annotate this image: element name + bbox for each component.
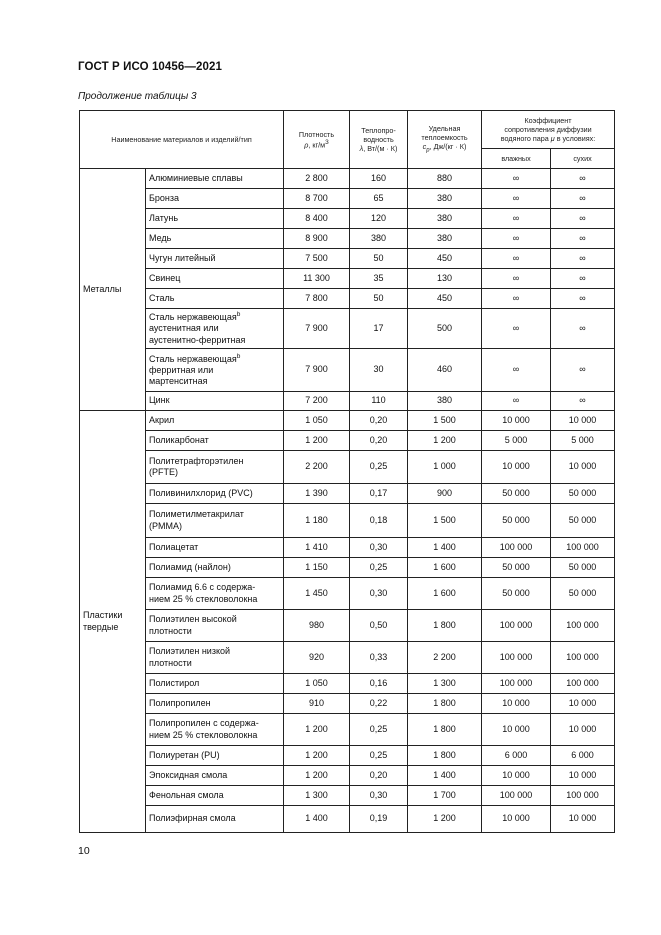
density-cell: 1 200 bbox=[284, 746, 350, 766]
material-name: Цинк bbox=[146, 392, 284, 411]
density-cell: 1 180 bbox=[284, 504, 350, 538]
density-cell: 2 200 bbox=[284, 451, 350, 484]
density-cell: 910 bbox=[284, 694, 350, 714]
heat-capacity-cell: 500 bbox=[408, 309, 482, 349]
mu-dry-cell: ∞ bbox=[551, 309, 615, 349]
header-specific-heat: Удельная теплоемкость $c_p$, Дж/(кг · К) bbox=[408, 111, 482, 169]
mu-wet-cell: ∞ bbox=[482, 229, 551, 249]
page-number: 10 bbox=[78, 845, 90, 857]
density-cell: 7 200 bbox=[284, 392, 350, 411]
document-title: ГОСТ Р ИСО 10456—2021 bbox=[78, 61, 223, 73]
mu-wet-cell: 50 000 bbox=[482, 484, 551, 504]
table-row bbox=[80, 558, 615, 578]
table-row bbox=[80, 229, 615, 249]
mu-wet-cell: 100 000 bbox=[482, 538, 551, 558]
material-name: Сталь нержавеющая$^b$ ферритная или мартенситная bbox=[146, 349, 284, 392]
material-name: Полиацетат bbox=[146, 538, 284, 558]
material-name: Сталь нержавеющая$^b$ аустенитная или аустенитно-ферритная bbox=[146, 309, 284, 349]
table-row bbox=[80, 169, 615, 189]
conductivity-cell: 0,20 bbox=[350, 411, 408, 431]
mu-wet-cell: 50 000 bbox=[482, 504, 551, 538]
material-name: Бронза bbox=[146, 189, 284, 209]
density-cell: 1 410 bbox=[284, 538, 350, 558]
mu-dry-cell: 100 000 bbox=[551, 538, 615, 558]
conductivity-cell: 0,22 bbox=[350, 694, 408, 714]
table-row bbox=[80, 746, 615, 766]
heat-capacity-cell: 1 600 bbox=[408, 558, 482, 578]
material-name: Медь bbox=[146, 229, 284, 249]
heat-capacity-cell: 1 800 bbox=[408, 610, 482, 642]
mu-dry-cell: 100 000 bbox=[551, 610, 615, 642]
mu-wet-cell: 100 000 bbox=[482, 610, 551, 642]
conductivity-cell: 120 bbox=[350, 209, 408, 229]
mu-dry-cell: ∞ bbox=[551, 189, 615, 209]
heat-capacity-cell: 380 bbox=[408, 392, 482, 411]
conductivity-cell: 50 bbox=[350, 249, 408, 269]
conductivity-cell: 0,18 bbox=[350, 504, 408, 538]
table-row bbox=[80, 694, 615, 714]
mu-dry-cell: 50 000 bbox=[551, 558, 615, 578]
heat-capacity-cell: 1 500 bbox=[408, 411, 482, 431]
density-cell: 920 bbox=[284, 642, 350, 674]
density-cell: 7 900 bbox=[284, 309, 350, 349]
conductivity-cell: 0,25 bbox=[350, 746, 408, 766]
header-density: Плотность ρ, $кг/м^3$ bbox=[284, 111, 350, 169]
mu-dry-cell: 100 000 bbox=[551, 674, 615, 694]
conductivity-cell: 0,33 bbox=[350, 642, 408, 674]
material-name: Сталь bbox=[146, 289, 284, 309]
material-name: Свинец bbox=[146, 269, 284, 289]
conductivity-cell: 65 bbox=[350, 189, 408, 209]
density-cell: 8 900 bbox=[284, 229, 350, 249]
conductivity-cell: 0,30 bbox=[350, 786, 408, 806]
heat-capacity-cell: 2 200 bbox=[408, 642, 482, 674]
heat-capacity-cell: 900 bbox=[408, 484, 482, 504]
mu-wet-cell: 100 000 bbox=[482, 642, 551, 674]
mu-wet-cell: 10 000 bbox=[482, 451, 551, 484]
conductivity-cell: 17 bbox=[350, 309, 408, 349]
density-cell: 1 450 bbox=[284, 578, 350, 610]
table-row bbox=[80, 484, 615, 504]
conductivity-cell: 0,30 bbox=[350, 578, 408, 610]
heat-capacity-cell: 1 700 bbox=[408, 786, 482, 806]
mu-dry-cell: 50 000 bbox=[551, 578, 615, 610]
material-name: Полипропилен bbox=[146, 694, 284, 714]
heat-capacity-cell: 450 bbox=[408, 289, 482, 309]
density-cell: 980 bbox=[284, 610, 350, 642]
header-diffusion-coefficient: Коэффициент сопротивления диффузии водяного пара μ в условиях: bbox=[482, 111, 615, 149]
table-caption: Продолжение таблицы 3 bbox=[78, 91, 197, 102]
conductivity-cell: 30 bbox=[350, 349, 408, 392]
mu-wet-cell: ∞ bbox=[482, 169, 551, 189]
heat-capacity-cell: 380 bbox=[408, 189, 482, 209]
density-cell: 1 390 bbox=[284, 484, 350, 504]
material-name: Эпоксидная смола bbox=[146, 766, 284, 786]
table-row bbox=[80, 289, 615, 309]
heat-capacity-cell: 1 500 bbox=[408, 504, 482, 538]
mu-wet-cell: 10 000 bbox=[482, 694, 551, 714]
conductivity-cell: 35 bbox=[350, 269, 408, 289]
material-name: Латунь bbox=[146, 209, 284, 229]
mu-wet-cell: 10 000 bbox=[482, 411, 551, 431]
group-label-metals: Металлы bbox=[80, 169, 146, 411]
table-row bbox=[80, 349, 615, 392]
density-cell: 1 200 bbox=[284, 766, 350, 786]
density-cell: 2 800 bbox=[284, 169, 350, 189]
mu-dry-cell: ∞ bbox=[551, 349, 615, 392]
heat-capacity-cell: 1 600 bbox=[408, 578, 482, 610]
material-name: Поливинилхлорид (PVC) bbox=[146, 484, 284, 504]
table-row bbox=[80, 269, 615, 289]
material-name: Полиэтилен высокой плотности bbox=[146, 610, 284, 642]
table-row bbox=[80, 674, 615, 694]
material-name: Акрил bbox=[146, 411, 284, 431]
mu-dry-cell: ∞ bbox=[551, 289, 615, 309]
table-row bbox=[80, 578, 615, 610]
heat-capacity-cell: 1 800 bbox=[408, 694, 482, 714]
material-name: Алюминиевые сплавы bbox=[146, 169, 284, 189]
material-name: Полиэфирная смола bbox=[146, 806, 284, 833]
conductivity-cell: 0,19 bbox=[350, 806, 408, 833]
table-row bbox=[80, 504, 615, 538]
density-cell: 1 400 bbox=[284, 806, 350, 833]
table-row bbox=[80, 392, 615, 411]
mu-dry-cell: 50 000 bbox=[551, 504, 615, 538]
mu-dry-cell: 100 000 bbox=[551, 786, 615, 806]
mu-dry-cell: ∞ bbox=[551, 249, 615, 269]
conductivity-cell: 0,25 bbox=[350, 451, 408, 484]
table-row bbox=[80, 451, 615, 484]
mu-dry-cell: 50 000 bbox=[551, 484, 615, 504]
density-cell: 7 500 bbox=[284, 249, 350, 269]
mu-wet-cell: ∞ bbox=[482, 209, 551, 229]
conductivity-cell: 0,17 bbox=[350, 484, 408, 504]
mu-wet-cell: ∞ bbox=[482, 289, 551, 309]
conductivity-cell: 0,50 bbox=[350, 610, 408, 642]
mu-dry-cell: 10 000 bbox=[551, 714, 615, 746]
heat-capacity-cell: 1 400 bbox=[408, 766, 482, 786]
heat-capacity-cell: 460 bbox=[408, 349, 482, 392]
table-row bbox=[80, 209, 615, 229]
header-name: Наименование материалов и изделий/тип bbox=[80, 111, 284, 169]
conductivity-cell: 50 bbox=[350, 289, 408, 309]
heat-capacity-cell: 1 000 bbox=[408, 451, 482, 484]
table-row bbox=[80, 538, 615, 558]
material-name: Полиуретан (PU) bbox=[146, 746, 284, 766]
material-name: Фенольная смола bbox=[146, 786, 284, 806]
heat-capacity-cell: 450 bbox=[408, 249, 482, 269]
mu-dry-cell: 10 000 bbox=[551, 411, 615, 431]
density-cell: 1 050 bbox=[284, 674, 350, 694]
material-name: Полиамид (найлон) bbox=[146, 558, 284, 578]
header-wet: влажных bbox=[482, 149, 551, 169]
materials-table bbox=[79, 110, 615, 833]
header-conductivity: Теплопро- водность λ, Вт/(м · К) bbox=[350, 111, 408, 169]
table-row bbox=[80, 642, 615, 674]
conductivity-cell: 0,20 bbox=[350, 766, 408, 786]
mu-wet-cell: ∞ bbox=[482, 392, 551, 411]
table-row bbox=[80, 189, 615, 209]
mu-wet-cell: 50 000 bbox=[482, 578, 551, 610]
conductivity-cell: 0,16 bbox=[350, 674, 408, 694]
table-row bbox=[80, 610, 615, 642]
table-row bbox=[80, 249, 615, 269]
heat-capacity-cell: 1 800 bbox=[408, 714, 482, 746]
density-cell: 1 150 bbox=[284, 558, 350, 578]
mu-dry-cell: 10 000 bbox=[551, 806, 615, 833]
density-cell: 1 050 bbox=[284, 411, 350, 431]
material-name: Полипропилен с содержа- нием 25 % стекловолокна bbox=[146, 714, 284, 746]
heat-capacity-cell: 880 bbox=[408, 169, 482, 189]
material-name: Поликарбонат bbox=[146, 431, 284, 451]
mu-dry-cell: ∞ bbox=[551, 169, 615, 189]
mu-dry-cell: 100 000 bbox=[551, 642, 615, 674]
heat-capacity-cell: 1 800 bbox=[408, 746, 482, 766]
mu-wet-cell: ∞ bbox=[482, 249, 551, 269]
mu-dry-cell: 10 000 bbox=[551, 451, 615, 484]
density-cell: 8 700 bbox=[284, 189, 350, 209]
density-cell: 1 300 bbox=[284, 786, 350, 806]
mu-wet-cell: ∞ bbox=[482, 189, 551, 209]
mu-wet-cell: ∞ bbox=[482, 349, 551, 392]
material-name: Политетрафторэтилен (PFTE) bbox=[146, 451, 284, 484]
heat-capacity-cell: 1 200 bbox=[408, 431, 482, 451]
mu-wet-cell: 10 000 bbox=[482, 806, 551, 833]
density-cell: 7 800 bbox=[284, 289, 350, 309]
heat-capacity-cell: 1 400 bbox=[408, 538, 482, 558]
conductivity-cell: 160 bbox=[350, 169, 408, 189]
conductivity-cell: 110 bbox=[350, 392, 408, 411]
mu-wet-cell: ∞ bbox=[482, 269, 551, 289]
density-cell: 8 400 bbox=[284, 209, 350, 229]
mu-dry-cell: 5 000 bbox=[551, 431, 615, 451]
heat-capacity-cell: 380 bbox=[408, 229, 482, 249]
table-row bbox=[80, 411, 615, 431]
mu-wet-cell: 100 000 bbox=[482, 674, 551, 694]
table-row bbox=[80, 431, 615, 451]
mu-wet-cell: 5 000 bbox=[482, 431, 551, 451]
table-row bbox=[80, 309, 615, 349]
mu-wet-cell: 50 000 bbox=[482, 558, 551, 578]
conductivity-cell: 0,25 bbox=[350, 714, 408, 746]
mu-wet-cell: 100 000 bbox=[482, 786, 551, 806]
heat-capacity-cell: 1 300 bbox=[408, 674, 482, 694]
material-name: Полиметилметакрилат (PMMA) bbox=[146, 504, 284, 538]
material-name: Полистирол bbox=[146, 674, 284, 694]
conductivity-cell: 0,25 bbox=[350, 558, 408, 578]
table-row bbox=[80, 786, 615, 806]
heat-capacity-cell: 380 bbox=[408, 209, 482, 229]
material-name: Чугун литейный bbox=[146, 249, 284, 269]
heat-capacity-cell: 130 bbox=[408, 269, 482, 289]
table-row bbox=[80, 806, 615, 833]
mu-wet-cell: 6 000 bbox=[482, 746, 551, 766]
conductivity-cell: 0,20 bbox=[350, 431, 408, 451]
mu-wet-cell: 10 000 bbox=[482, 714, 551, 746]
density-cell: 1 200 bbox=[284, 714, 350, 746]
mu-dry-cell: 6 000 bbox=[551, 746, 615, 766]
conductivity-cell: 0,30 bbox=[350, 538, 408, 558]
mu-dry-cell: ∞ bbox=[551, 229, 615, 249]
mu-dry-cell: ∞ bbox=[551, 269, 615, 289]
table-row bbox=[80, 766, 615, 786]
header-dry: сухих bbox=[551, 149, 615, 169]
mu-wet-cell: ∞ bbox=[482, 309, 551, 349]
mu-wet-cell: 10 000 bbox=[482, 766, 551, 786]
table-row bbox=[80, 714, 615, 746]
material-name: Полиэтилен низкой плотности bbox=[146, 642, 284, 674]
mu-dry-cell: ∞ bbox=[551, 392, 615, 411]
material-name: Полиамид 6.6 с содержа- нием 25 % стекловолокна bbox=[146, 578, 284, 610]
density-cell: 7 900 bbox=[284, 349, 350, 392]
density-cell: 1 200 bbox=[284, 431, 350, 451]
density-cell: 11 300 bbox=[284, 269, 350, 289]
mu-dry-cell: 10 000 bbox=[551, 766, 615, 786]
conductivity-cell: 380 bbox=[350, 229, 408, 249]
group-label-hard-plastics: Пластики твердые bbox=[80, 411, 146, 833]
heat-capacity-cell: 1 200 bbox=[408, 806, 482, 833]
mu-dry-cell: 10 000 bbox=[551, 694, 615, 714]
mu-dry-cell: ∞ bbox=[551, 209, 615, 229]
